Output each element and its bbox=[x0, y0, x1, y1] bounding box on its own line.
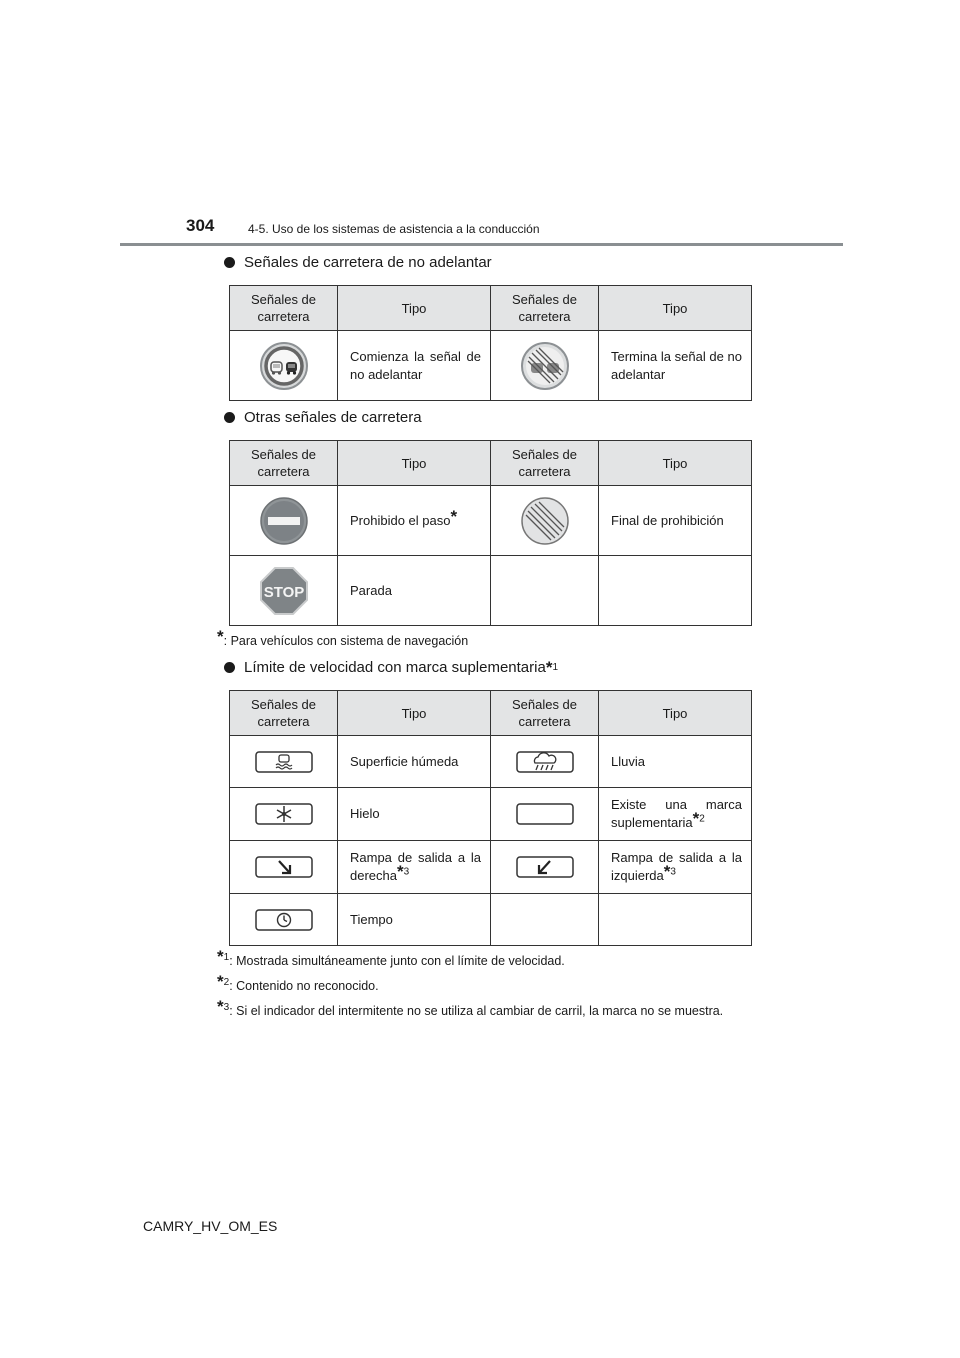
sign-cell bbox=[230, 894, 338, 946]
other-signs-table bbox=[229, 440, 752, 626]
stop-sign-text: STOP bbox=[263, 583, 304, 601]
footnote-marker: * bbox=[450, 506, 458, 526]
type-cell: Final de prohibición bbox=[599, 486, 752, 556]
column-header-sign: Señales de carretera bbox=[491, 286, 599, 331]
type-cell: Superficie húmeda bbox=[338, 736, 491, 788]
column-header-type: Tipo bbox=[338, 691, 491, 736]
sign-cell bbox=[230, 331, 338, 401]
section-speed-limit-heading: Límite de velocidad con marca suplementaria * 1 bbox=[224, 659, 558, 676]
exit-right-icon bbox=[255, 856, 313, 878]
type-cell bbox=[599, 894, 752, 946]
footnote-2: *$^2$: Contenido no reconocido. bbox=[217, 972, 379, 993]
type-cell: Lluvia bbox=[599, 736, 752, 788]
type-cell: Prohibido el paso* bbox=[338, 486, 491, 556]
ice-icon bbox=[255, 803, 313, 825]
end-of-restriction-icon bbox=[520, 496, 570, 546]
type-cell: Parada bbox=[338, 556, 491, 626]
header-rule bbox=[120, 243, 843, 246]
sign-cell bbox=[230, 736, 338, 788]
type-cell bbox=[599, 556, 752, 626]
sign-cell bbox=[491, 788, 599, 841]
column-header-sign: Señales de carretera bbox=[230, 286, 338, 331]
table-row bbox=[230, 556, 752, 626]
sign-cell bbox=[491, 841, 599, 894]
section-no-overtaking-heading: Señales de carretera de no adelantar bbox=[224, 254, 492, 271]
footnote-navigation: *: Para vehículos con sistema de navegación bbox=[217, 627, 469, 648]
no-overtaking-icon bbox=[259, 341, 309, 391]
column-header-sign: Señales de carretera bbox=[230, 441, 338, 486]
sign-cell bbox=[491, 486, 599, 556]
exit-left-icon bbox=[516, 856, 574, 878]
sign-cell bbox=[230, 841, 338, 894]
column-header-sign: Señales de carretera bbox=[491, 441, 599, 486]
type-cell: Hielo bbox=[338, 788, 491, 841]
page-number: 304 bbox=[186, 216, 215, 235]
sign-cell bbox=[491, 736, 599, 788]
footnote-1: *$^1$: Mostrada simultáneamente junto con el límite de velocidad. bbox=[217, 947, 565, 968]
type-cell: Comienza la señal de no adelantar bbox=[338, 331, 491, 401]
bullet-icon bbox=[224, 662, 235, 673]
clock-icon bbox=[255, 909, 313, 931]
column-header-sign: Señales de carretera bbox=[230, 691, 338, 736]
table-row bbox=[230, 486, 752, 556]
sign-cell bbox=[230, 556, 338, 626]
sign-cell bbox=[230, 486, 338, 556]
sign-cell bbox=[491, 556, 599, 626]
footnote-3: *$^3$ : Si el indicador del intermitente no se utiliza al cambiar de carril, la marca no se muestra. bbox=[217, 997, 724, 1018]
type-cell: Rampa de salida a la izquierda*$^3$ bbox=[599, 841, 752, 894]
table-row bbox=[230, 331, 752, 401]
type-cell: Existe una marca suplementaria*$^2$ bbox=[599, 788, 752, 841]
column-header-type: Tipo bbox=[599, 441, 752, 486]
no-entry-icon bbox=[259, 496, 309, 546]
stop-sign-icon bbox=[259, 566, 309, 616]
table-row bbox=[230, 788, 752, 841]
wet-surface-icon bbox=[255, 751, 313, 773]
supplementary-marks-table bbox=[229, 690, 752, 946]
table-row bbox=[230, 736, 752, 788]
sign-cell bbox=[230, 788, 338, 841]
type-cell: Rampa de salida a la derecha*$^3$ bbox=[338, 841, 491, 894]
rain-icon bbox=[516, 751, 574, 773]
column-header-type: Tipo bbox=[338, 441, 491, 486]
chapter-title: 4-5. Uso de los sistemas de asistencia a la conducción bbox=[248, 222, 540, 236]
blank-supplementary-icon bbox=[516, 803, 574, 825]
table-row bbox=[230, 894, 752, 946]
section-other-signs-heading: Otras señales de carretera bbox=[224, 409, 422, 426]
column-header-type: Tipo bbox=[599, 691, 752, 736]
sign-cell bbox=[491, 331, 599, 401]
end-no-overtaking-icon bbox=[520, 341, 570, 391]
document-code: CAMRY_HV_OM_ES bbox=[143, 1218, 278, 1234]
sign-cell bbox=[491, 894, 599, 946]
bullet-icon bbox=[224, 257, 235, 268]
table-row bbox=[230, 841, 752, 894]
type-cell: Tiempo bbox=[338, 894, 491, 946]
column-header-type: Tipo bbox=[599, 286, 752, 331]
column-header-sign: Señales de carretera bbox=[491, 691, 599, 736]
bullet-icon bbox=[224, 412, 235, 423]
column-header-type: Tipo bbox=[338, 286, 491, 331]
type-cell: Termina la señal de no adelantar bbox=[599, 331, 752, 401]
no-overtaking-table bbox=[229, 285, 752, 401]
